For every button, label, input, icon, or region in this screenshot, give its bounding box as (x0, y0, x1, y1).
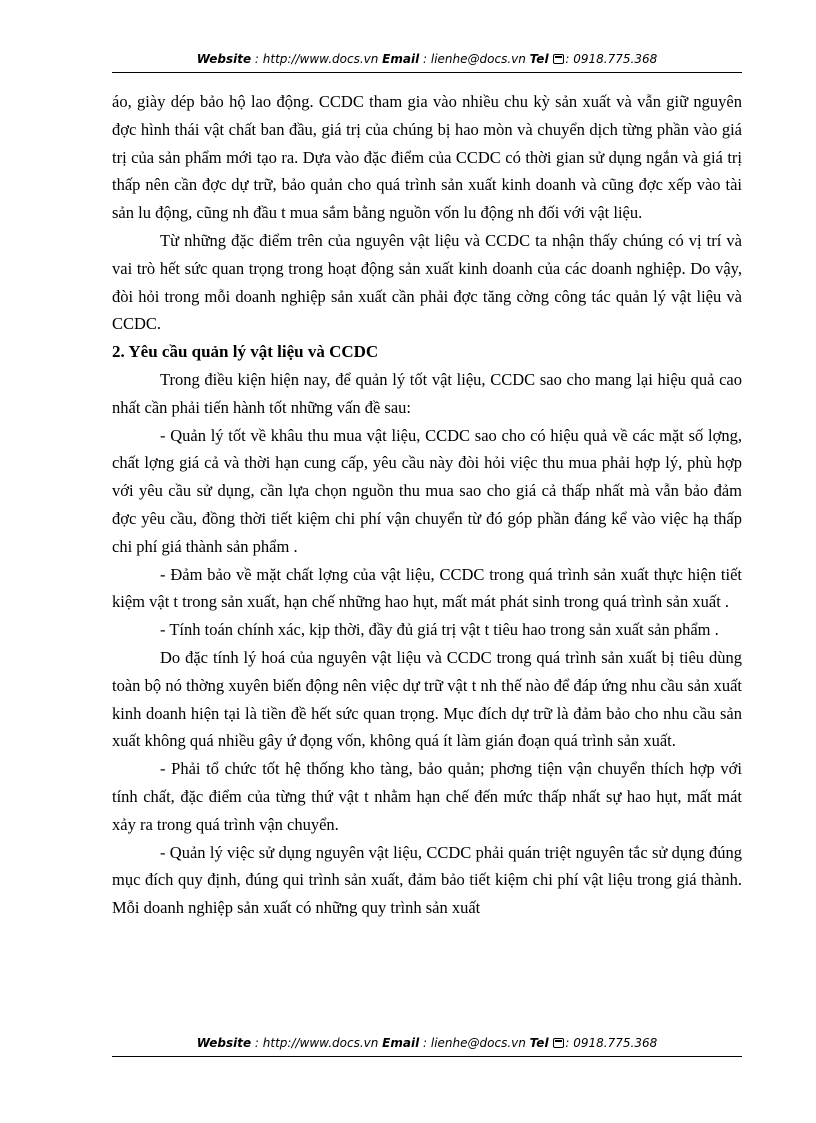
paragraph: Trong điều kiện hiện nay, để quản lý tốt vật liệu, CCDC sao cho mang lại hiệu quả cao nhất cần phải tiến hành tốt những vấn đề sau: (112, 369, 742, 417)
footer-email-label: Email (382, 1036, 420, 1050)
footer-tel-value: : 0918.775.368 (565, 1036, 658, 1050)
paragraph: - Quản lý việc sử dụng nguyên vật liệu, CCDC phải quán triệt nguyên tắc sử dụng đúng mục đích quy định, đúng qui trình sản xuất, đảm bảo tiết kiệm chi phí vật liệu trong giá thành. Mỗi doanh nghiệp sản xuất có những quy trình sản xuất (112, 842, 742, 918)
footer-website-label: Website (196, 1036, 252, 1050)
telephone-icon (553, 54, 564, 64)
page-footer (112, 1036, 742, 1050)
paragraph: - Tính toán chính xác, kịp thời, đầy đủ giá trị vật t tiêu hao trong sản xuất sản phẩm . (160, 620, 719, 640)
footer-tel-label: Tel (529, 1036, 549, 1050)
header-email-label: Email (382, 52, 420, 66)
footer-website-value: : http://www.docs.vn (251, 1036, 383, 1050)
paragraph: - Đảm bảo về mặt chất lợng của vật liệu, CCDC trong quá trình sản xuất thực hiện tiết kiệm vật t trong sản xuất, hạn chế những hao hụt, mất mát phát sinh trong quá trình sản xuất . (112, 564, 742, 612)
section-heading: 2. Yêu cầu quản lý vật liệu và CCDC (112, 342, 379, 362)
paragraph: - Phải tổ chức tốt hệ thống kho tàng, bảo quản; phơng tiện vận chuyển thích hợp với tính chất, đặc điểm của từng thứ vật t nhằm hạn chế đến mức thấp nhất sự hao hụt, mất mát xảy ra trong quá trình vận chuyển. (112, 759, 742, 834)
paragraph: áo, giày dép bảo hộ lao động. CCDC tham gia vào nhiều chu kỳ sản xuất và vẫn giữ nguyên đợc hình thái vật chất ban đầu, giá trị của chúng bị hao mòn và chuyển dịch từng phần vào giá trị của sản phẩm mới tạo ra. Dựa vào đặc điểm của CCDC có thời gian sử dụng ngắn và giá trị thấp nên cần đợc dự trữ, bảo quản cho quá trình sản xuất kinh doanh và cũng đợc xếp vào tài sản lu động, cũng nh đầu t mua sắm bằng nguồn vốn lu động nh đối với vật liệu. (112, 92, 742, 223)
telephone-icon (553, 1038, 564, 1048)
footer-email-value: : lienhe@docs.vn (419, 1036, 530, 1050)
paragraph: - Quản lý tốt về khâu thu mua vật liệu, CCDC sao cho có hiệu quả về các mặt số lợng, chất lợng giá cả và thời hạn cung cấp, yêu cầu này đòi hỏi việc thu mua phải hợp lý, phù hợp với yêu cầu sử dụng, cần lựa chọn nguồn thu mua sao cho giá cả thấp nhất mà vẫn bảo đảm đợc yêu cầu, đồng thời tiết kiệm chi phí vận chuyển từ đó góp phần đáng kể vào việc hạ thấp chi phí giá thành sản phẩm . (112, 425, 742, 556)
footer-rule (112, 1056, 742, 1057)
header-tel-value: : 0918.775.368 (565, 52, 658, 66)
header-website-label: Website (196, 52, 252, 66)
header-rule (112, 72, 742, 73)
header-email-value: : lienhe@docs.vn (419, 52, 530, 66)
paragraph: Do đặc tính lý hoá của nguyên vật liệu và CCDC trong quá trình sản xuất bị tiêu dùng toàn bộ nó thờng xuyên biến động nên việc dự trữ vật t nh thế nào để đáp ứng nhu cầu sản xuất kinh doanh hiện tại là tiền đề hết sức quan trọng. Mục đích dự trữ là đảm bảo cho nhu cầu sản xuất không quá nhiều gây ứ đọng vốn, không quá ít làm gián đoạn quá trình sản xuất. (112, 647, 742, 751)
header-tel-label: Tel (529, 52, 549, 66)
document-body (112, 88, 742, 922)
paragraph: Từ những đặc điểm trên của nguyên vật liệu và CCDC ta nhận thấy chúng có vị trí và vai trò hết sức quan trọng trong hoạt động sản xuất kinh doanh của các doanh nghiệp. Do vậy, đòi hỏi trong mỗi doanh nghiệp sản xuất cần phải đợc tăng cờng công tác quản lý vật liệu và CCDC. (112, 230, 742, 334)
page-header (112, 52, 742, 66)
header-website-value: : http://www.docs.vn (251, 52, 383, 66)
